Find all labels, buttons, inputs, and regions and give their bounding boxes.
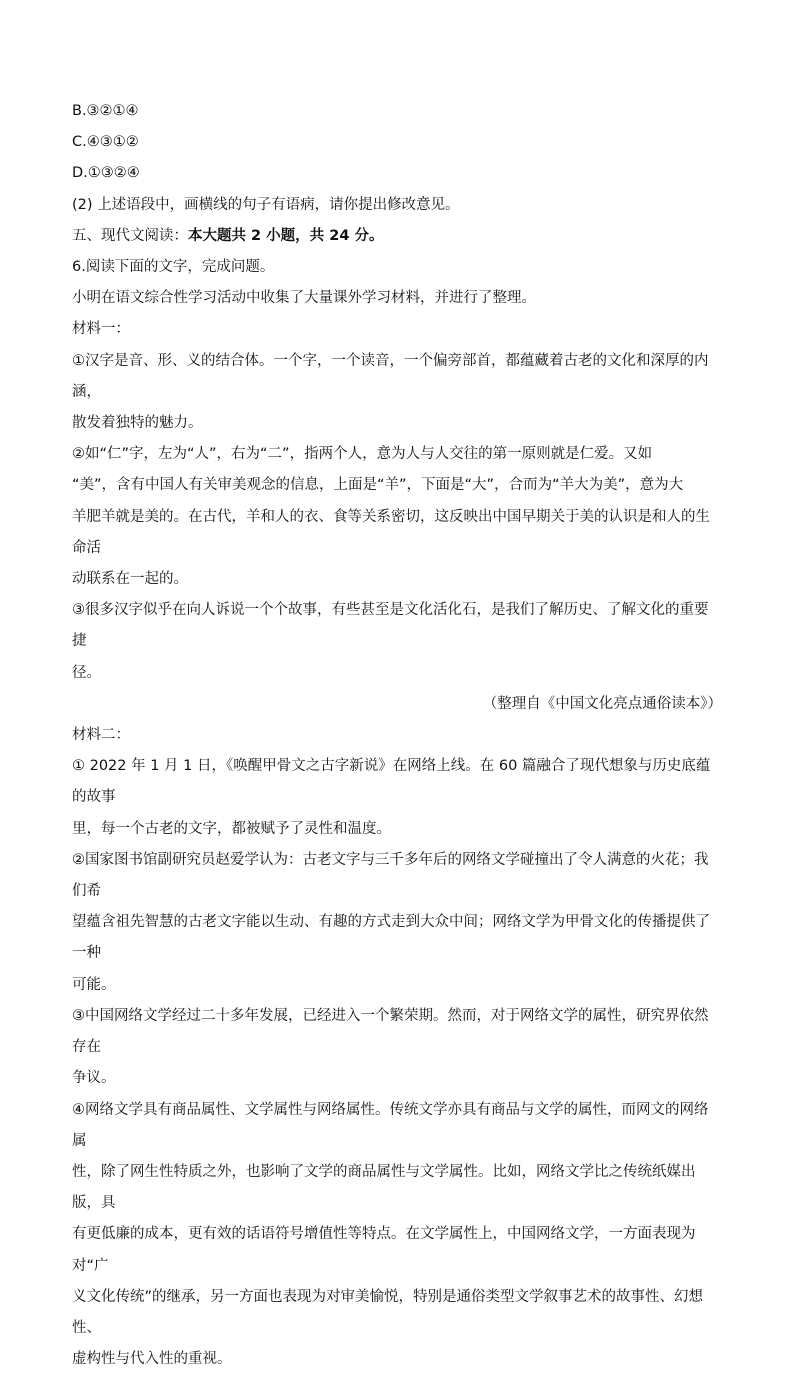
section-five-rest: 本大题共 2 小题，共 24 分。 xyxy=(188,227,384,244)
page-content xyxy=(72,96,722,1375)
material-2-line: 有更低廉的成本，更有效的话语符号增值性等特点。在文学属性上，中国网络文学，一方面表现为对“广 xyxy=(72,1226,696,1274)
material-2-line: ③中国网络文学经过二十多年发展，已经进入一个繁荣期。然而，对于网络文学的属性，研究界依然存在 xyxy=(72,1007,709,1056)
material-2-line: 虚构性与代入性的重视。 xyxy=(72,1351,232,1368)
material-2-line: 义文化传统”的继承，另一方面也表现为对审美愉悦，特别是通俗类型文学叙事艺术的故事性、幻想性、 xyxy=(72,1288,704,1336)
material-1-line: 羊肥羊就是美的。在古代，羊和人的衣、食等关系密切，这反映出中国早期关于美的认识是和人的生命活 xyxy=(72,508,710,556)
material-1-line: “美”，含有中国人有关审美观念的信息，上面是“羊”，下面是“大”，合而为“羊大为美”，意为大 xyxy=(72,477,684,494)
question-2: (2) 上述语段中，画横线的句子有语病，请你提出修改意见。 xyxy=(72,196,460,213)
material-2-line: 可能。 xyxy=(72,976,116,993)
material-2-line: ②国家图书馆副研究员赵爱学认为：古老文字与三千多年后的网络文学碰撞出了令人满意的火花；我们希 xyxy=(72,851,709,900)
material-1-source: （整理自《中国文化亮点通俗读本》） xyxy=(482,695,722,712)
material-2-line: 性，除了网生性特质之外，也影响了文学的商品属性与文学属性。比如，网络文学比之传统纸媒出版，具 xyxy=(72,1163,696,1212)
question-6-title: 6.阅读下面的文字，完成问题。 xyxy=(72,259,275,276)
material-2-line: 里，每一个古老的文字，都被赋予了灵性和温度。 xyxy=(72,820,391,837)
material-2-label: 材料二： xyxy=(72,727,130,744)
section-five-lead: 五、现代文阅读： xyxy=(72,227,188,244)
material-1-line: 散发着独特的魅力。 xyxy=(72,415,203,432)
question-6-intro: 小明在语文综合性学习活动中收集了大量课外学习材料，并进行了整理。 xyxy=(72,290,536,307)
material-1-line: ①汉字是音、形、义的结合体。一个字，一个读音，一个偏旁部首，都蕴藏着古老的文化和深厚的内涵， xyxy=(72,352,709,400)
option-d: D.①③②④ xyxy=(72,165,140,182)
material-1-line: 径。 xyxy=(72,664,101,681)
option-c: C.④③①② xyxy=(72,134,139,151)
material-1-line: ③很多汉字似乎在向人诉说一个个故事，有些甚至是文化活化石，是我们了解历史、了解文化的重要捷 xyxy=(72,602,709,650)
material-1-label: 材料一： xyxy=(72,321,130,338)
material-1-line: 动联系在一起的。 xyxy=(72,571,188,588)
section-five-heading xyxy=(72,221,722,252)
material-2-line: ④网络文学具有商品属性、文学属性与网络属性。传统文学亦具有商品与文学的属性，而网文的网络属 xyxy=(72,1101,709,1149)
material-2-line: 望蕴含祖先智慧的古老文字能以生动、有趣的方式走到大众中间；网络文学为甲骨文化的传播提供了一种 xyxy=(72,914,710,962)
material-2-line: 争议。 xyxy=(72,1070,116,1087)
material-2-line: ① 2022 年 1 月 1 日，《唤醒甲骨文之古字新说》在网络上线。在 60 篇融合了现代想象与历史底蕴的故事 xyxy=(72,758,711,806)
option-b: B.③②①④ xyxy=(72,103,139,119)
material-1-line: ②如“仁”字，左为“人”，右为“二”，指两个人，意为人与人交往的第一原则就是仁爱。又如 xyxy=(72,446,653,463)
